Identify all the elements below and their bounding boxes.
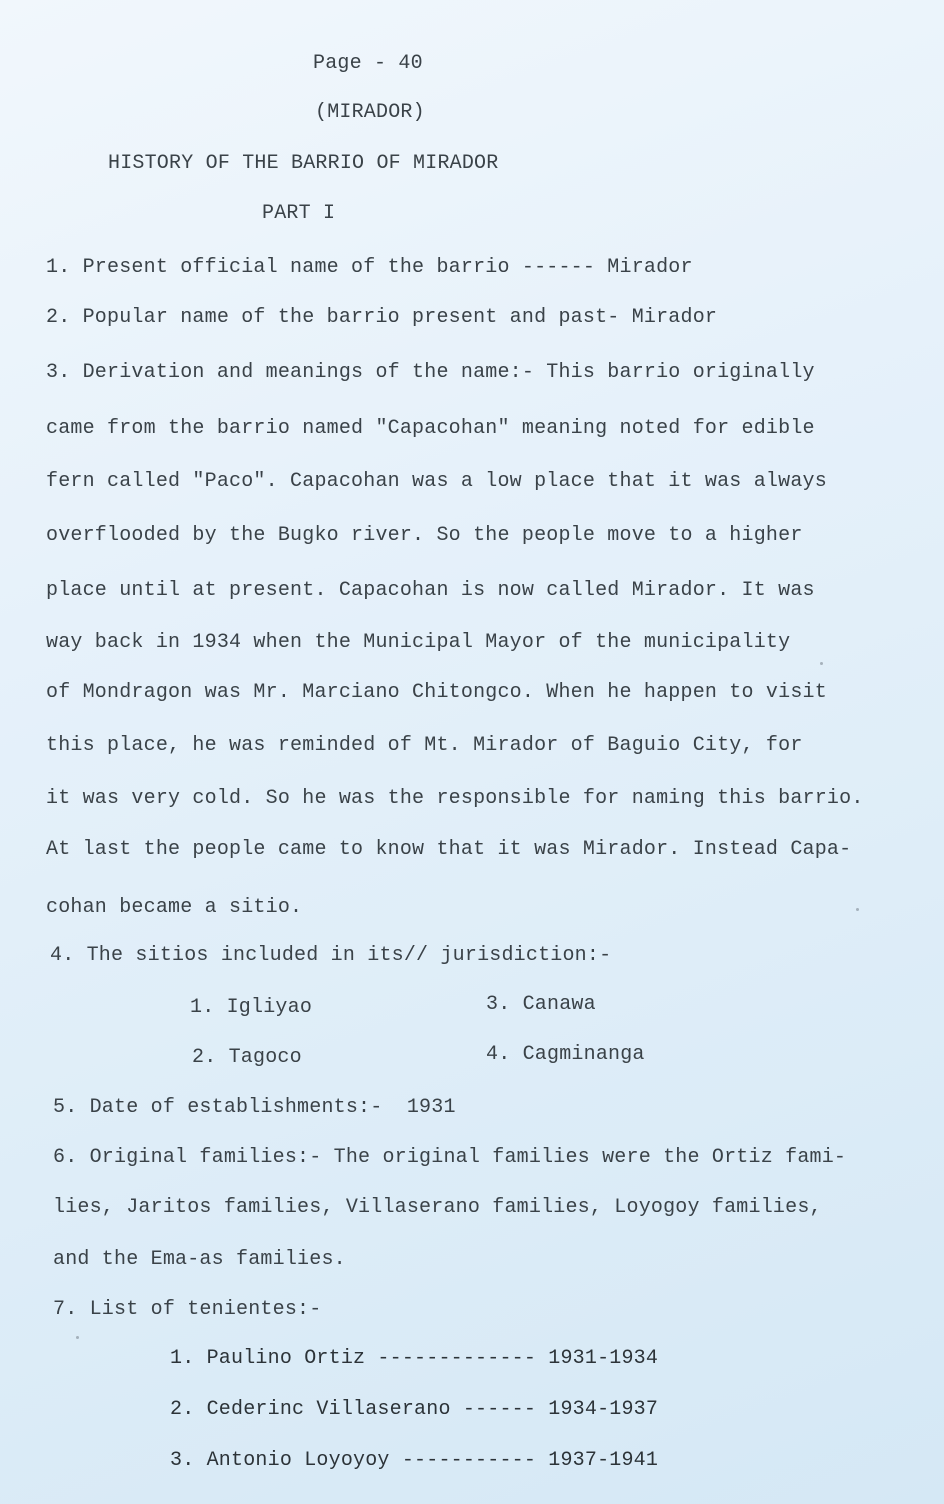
ink-speck [856,908,859,911]
sitio-item: 2. Tagoco [192,1046,302,1069]
ink-speck [76,1336,79,1339]
item-6-line: lies, Jaritos families, Villaserano families, Loyogoy families, [53,1196,822,1219]
item-3-line: of Mondragon was Mr. Marciano Chitongco. When he happen to visit [46,681,827,704]
item-7-tenientes: 7. List of tenientes:- [53,1298,322,1321]
teniente-row: 1. Paulino Ortiz ------------- 1931-1934 [170,1347,659,1370]
teniente-row: 2. Cederinc Villaserano ------ 1934-1937 [170,1398,659,1421]
document-title: HISTORY OF THE BARRIO OF MIRADOR [108,152,499,175]
item-3-line: place until at present. Capacohan is now called Mirador. It was [46,579,815,602]
item-3-line: came from the barrio named "Capacohan" meaning noted for edible [46,417,815,440]
item-3-line: 3. Derivation and meanings of the name:- This barrio originally [46,361,815,384]
sitio-item: 1. Igliyao [190,996,313,1019]
item-5-date: 5. Date of establishments:- 1931 [53,1096,456,1119]
item-3-line: overflooded by the Bugko river. So the people move to a higher [46,524,803,547]
part-heading: PART I [262,202,336,225]
item-3-line: it was very cold. So he was the responsible for naming this barrio. [46,787,864,810]
item-6-line: and the Ema-as families. [53,1248,346,1271]
teniente-row: 3. Antonio Loyoyoy ----------- 1937-1941 [170,1449,659,1472]
barrio-tag: (MIRADOR) [315,101,425,124]
item-3-line: At last the people came to know that it was Mirador. Instead Capa- [46,838,852,861]
ink-speck [820,662,823,665]
item-2-popular-name: 2. Popular name of the barrio present and past- Mirador [46,306,718,329]
item-3-line: way back in 1934 when the Municipal Mayor of the municipality [46,631,791,654]
item-3-line: cohan became a sitio. [46,896,303,919]
item-4-sitios: 4. The sitios included in its// jurisdiction:- [50,944,612,967]
sitio-item: 4. Cagminanga [486,1043,645,1066]
item-3-line: this place, he was reminded of Mt. Mirador of Baguio City, for [46,734,803,757]
sitio-item: 3. Canawa [486,993,596,1016]
item-1-official-name: 1. Present official name of the barrio ------ Mirador [46,256,693,279]
item-6-line: 6. Original families:- The original families were the Ortiz fami- [53,1146,847,1169]
page-number: Page - 40 [313,52,423,75]
item-3-line: fern called "Paco". Capacohan was a low place that it was always [46,470,827,493]
